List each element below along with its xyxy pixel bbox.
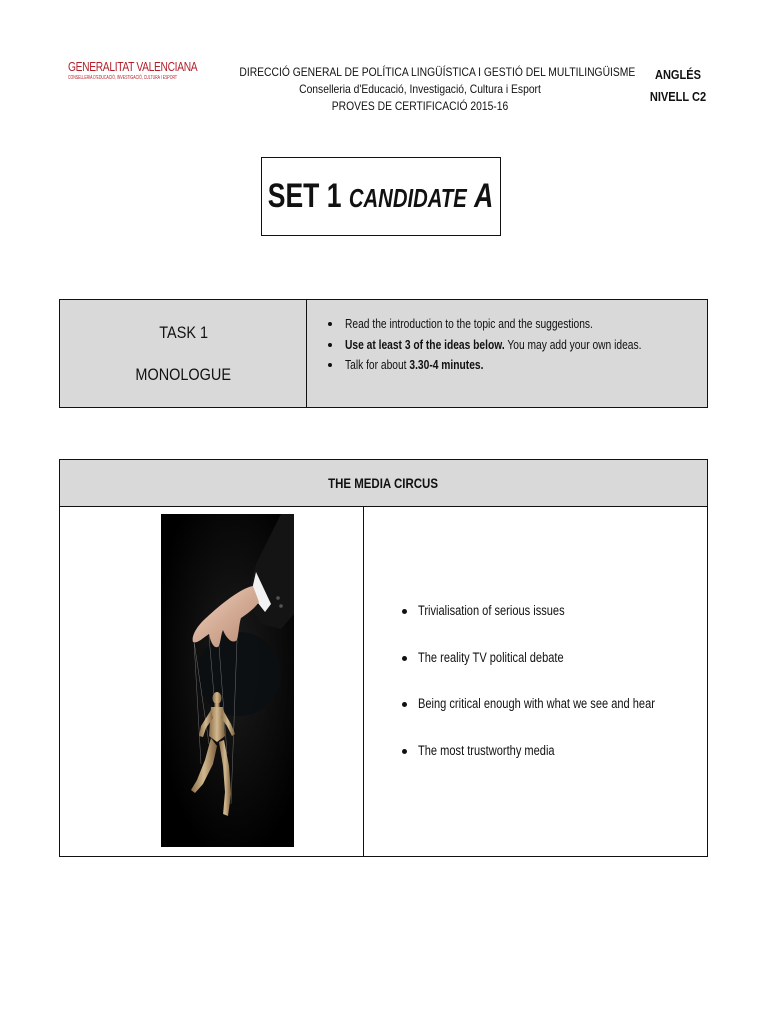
ideas-list — [400, 603, 707, 759]
idea-text: Being critical enough with what we see and hear — [418, 696, 655, 711]
topic-body — [60, 507, 707, 857]
logo-subtitle: CONSELLERIA D'EDUCACIÓ, INVESTIGACIÓ, CULTURA I ESPORT — [68, 75, 178, 82]
topic-table — [59, 459, 708, 857]
task-instructions-cell — [307, 300, 707, 407]
level-label: NIVELL C2 — [649, 89, 707, 104]
header-line-2: Conselleria d'Educació, Investigació, Cultura i Esport — [299, 82, 541, 96]
task-title: TASK 1 — [158, 322, 208, 342]
set-title — [268, 177, 494, 216]
candidate-label: CANDIDATE — [349, 183, 468, 213]
idea-text: Trivialisation of serious issues — [418, 603, 565, 618]
task-table — [59, 299, 708, 408]
task-type: MONOLOGUE — [135, 364, 232, 384]
task-heading-cell — [60, 300, 307, 407]
topic-title-cell — [60, 460, 707, 507]
set-number: SET 1 — [268, 177, 342, 215]
idea-text: The reality TV political debate — [418, 649, 564, 665]
instruction-list — [325, 314, 707, 376]
set-title-box — [261, 157, 501, 236]
idea-item — [400, 650, 707, 666]
instruction-item — [325, 314, 707, 335]
instruction-text: Talk for about — [345, 358, 410, 372]
idea-item — [400, 603, 707, 619]
topic-ideas-cell — [364, 507, 707, 857]
idea-item — [400, 696, 707, 712]
instruction-text: You may add your own ideas. — [505, 337, 642, 352]
language-label: ANGLÉS — [654, 67, 702, 82]
instruction-item — [325, 335, 707, 356]
topic-image-cell — [60, 507, 364, 857]
instruction-text: Read the introduction to the topic and the suggestions. — [345, 317, 594, 331]
logo-name: GENERALITAT VALENCIANA — [68, 59, 198, 74]
instruction-emphasis: 3.30-4 minutes. — [409, 358, 484, 372]
generalitat-logo — [64, 40, 198, 102]
candidate-letter: A — [474, 177, 494, 215]
header-line-1: DIRECCIÓ GENERAL DE POLÍTICA LINGÜÍSTICA I GESTIÓ DEL MULTILINGÜISME — [239, 65, 636, 79]
instruction-emphasis: Use at least 3 of the ideas below. — [345, 337, 506, 352]
idea-item — [400, 743, 707, 759]
header-line-3: PROVES DE CERTIFICACIÓ 2015-16 — [331, 99, 509, 113]
instruction-item — [325, 355, 707, 376]
header-level — [638, 64, 718, 108]
topic-title: THE MEDIA CIRCUS — [328, 475, 439, 491]
idea-text: The most trustworthy media — [418, 742, 555, 758]
puppet-master-image — [161, 514, 294, 847]
header-institution — [210, 64, 636, 115]
